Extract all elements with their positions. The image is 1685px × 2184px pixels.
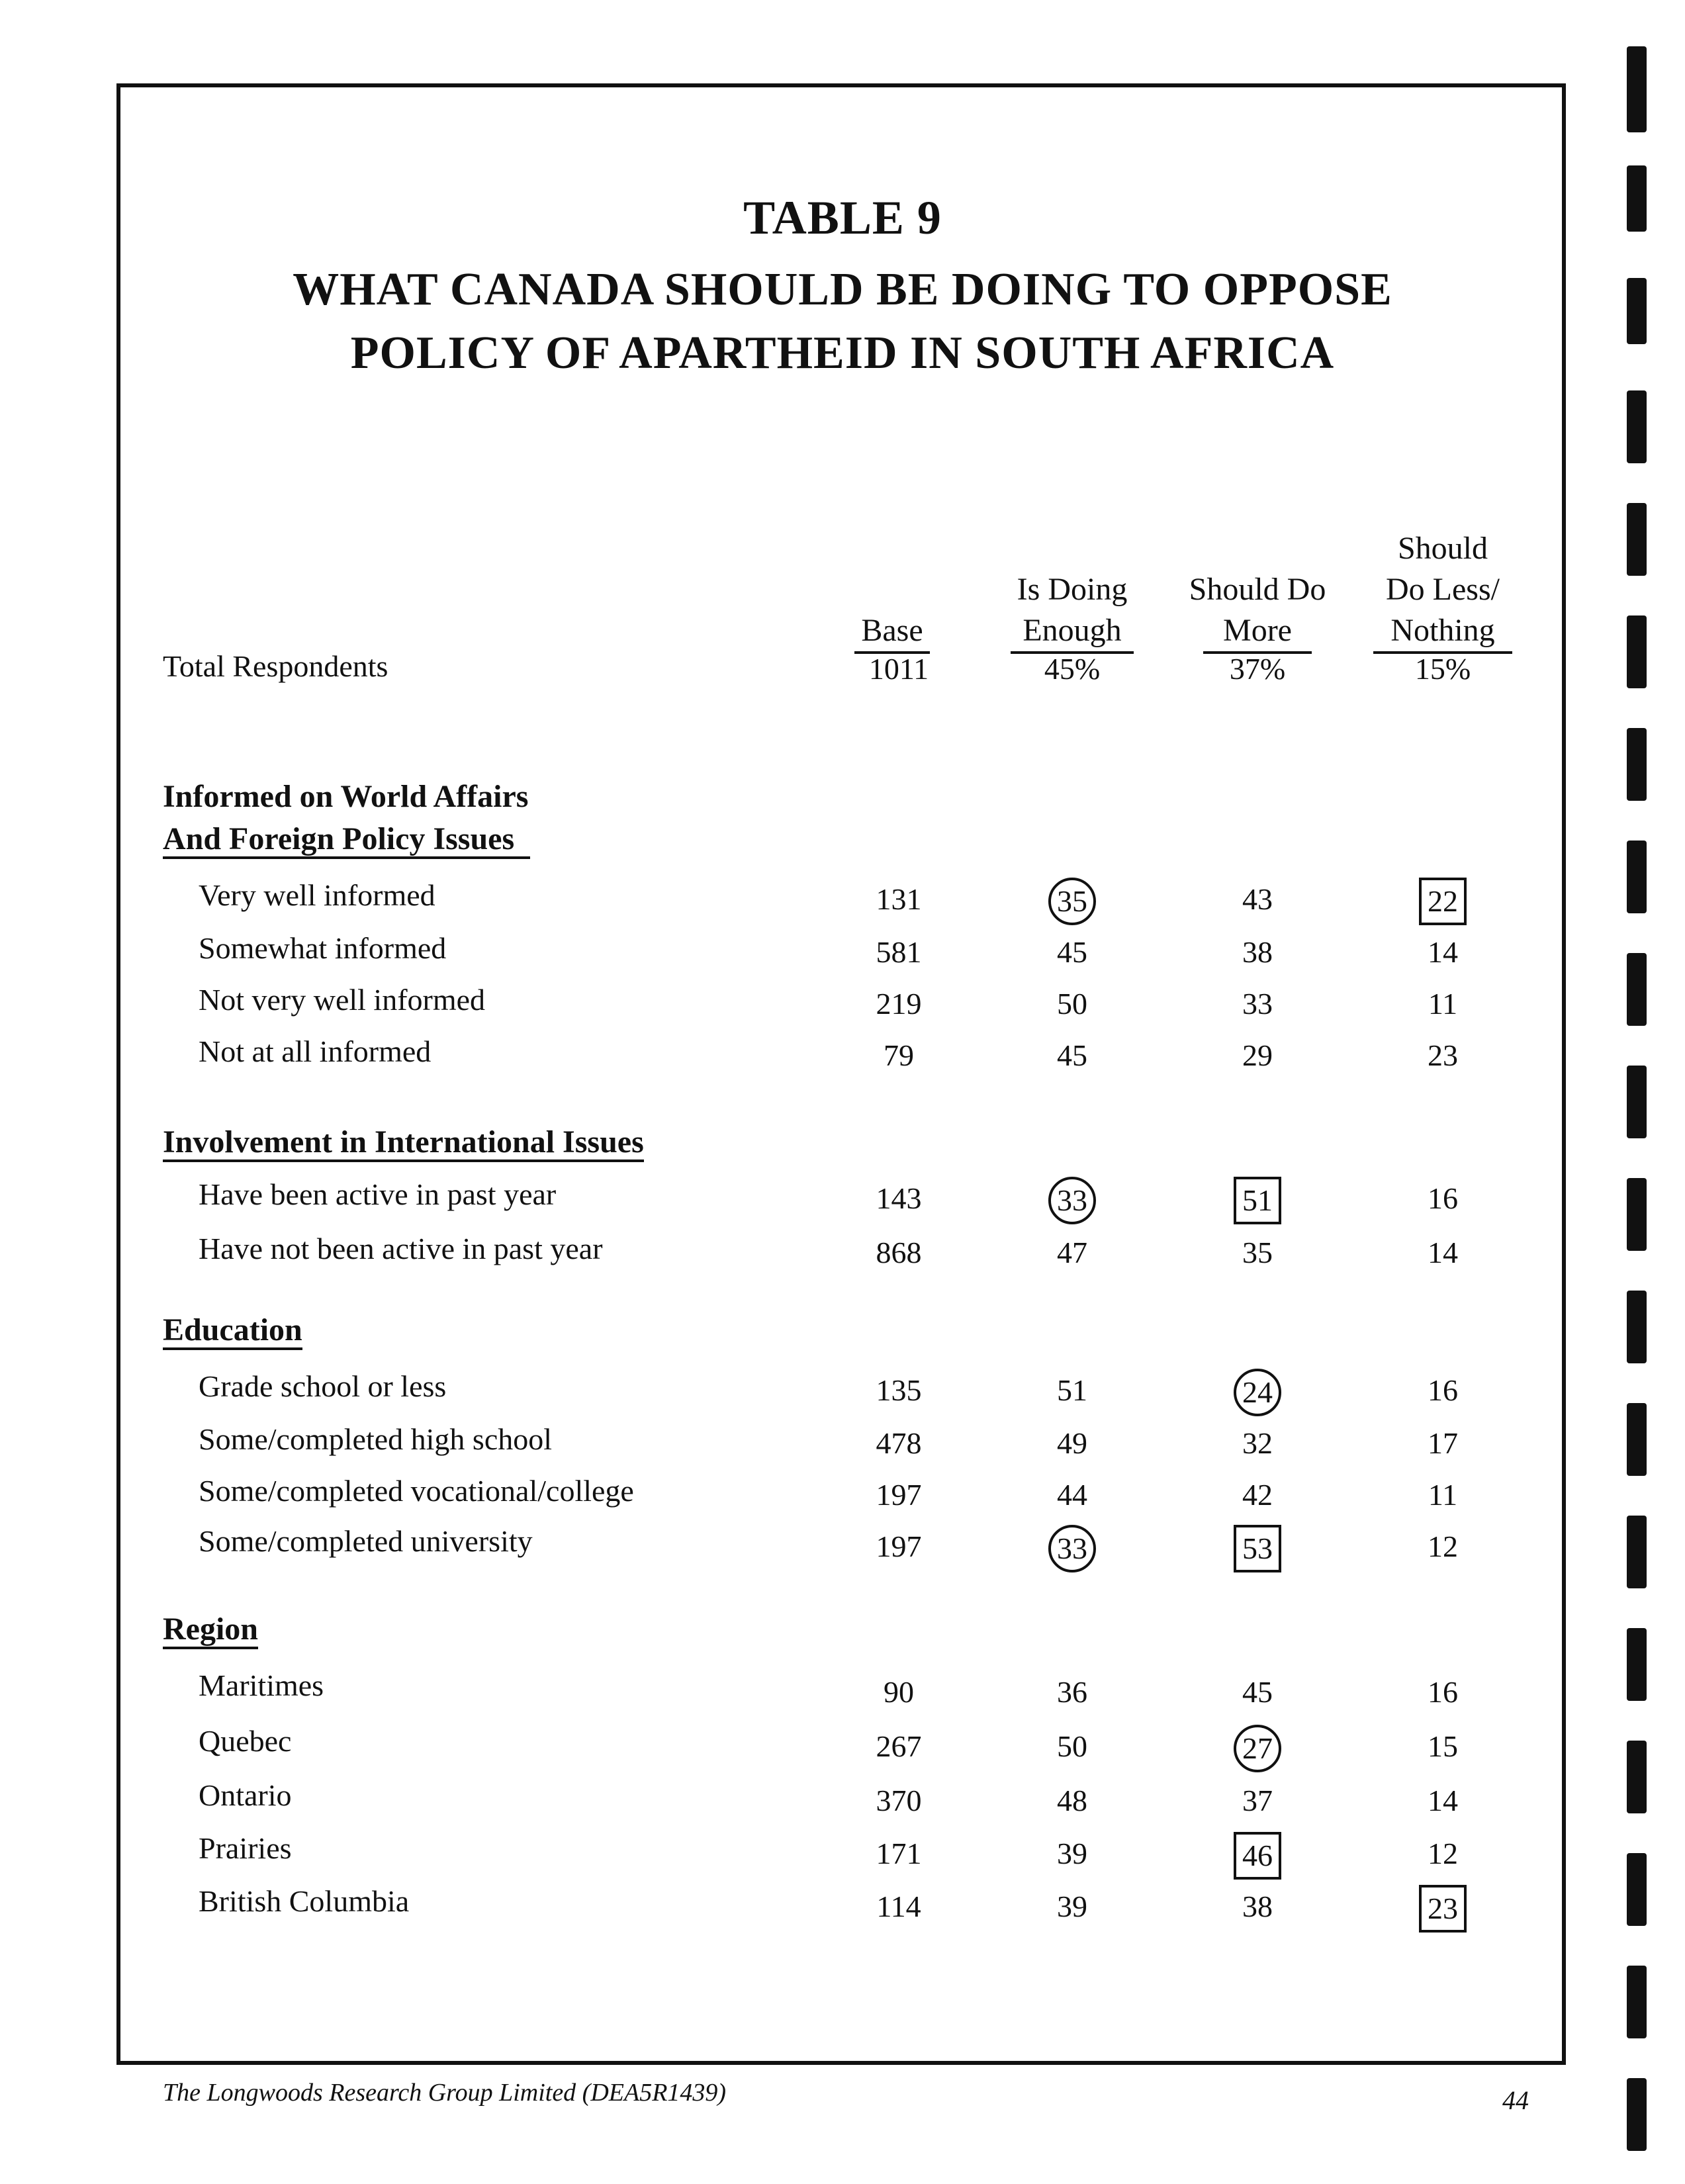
cell-enough: 39 <box>1057 1837 1087 1870</box>
cell-enough: 49 <box>1057 1426 1087 1460</box>
row-label: British Columbia <box>199 1884 410 1918</box>
binding-mark <box>1627 1066 1647 1138</box>
binding-mark <box>1627 165 1647 232</box>
cell-base: 131 <box>876 882 922 916</box>
cell-base: 219 <box>876 987 922 1021</box>
row-label: Not very well informed <box>199 983 486 1017</box>
circled-value: 33 <box>1048 1177 1096 1224</box>
section-title-involvement: Involvement in International Issues <box>163 1121 644 1163</box>
binding-mark <box>1627 1516 1647 1588</box>
cell-enough: 47 <box>1057 1236 1087 1269</box>
circled-value: 35 <box>1048 878 1096 925</box>
boxed-value: 22 <box>1419 878 1467 925</box>
page-number: 44 <box>1502 2085 1529 2115</box>
circled-value: 27 <box>1234 1725 1281 1772</box>
cell-less: 12 <box>1428 1837 1458 1870</box>
cell-enough <box>1006 878 1138 925</box>
cell-enough: 50 <box>1057 987 1087 1021</box>
cell-less: 17 <box>1428 1426 1458 1460</box>
binding-mark <box>1627 953 1647 1026</box>
cell-less: 16 <box>1428 1675 1458 1709</box>
cell-less: 11 <box>1428 1478 1458 1512</box>
row-label: Some/completed vocational/college <box>199 1474 634 1508</box>
binding-mark <box>1627 728 1647 801</box>
row-label: Not at all informed <box>199 1034 432 1068</box>
boxed-value: 51 <box>1234 1177 1281 1224</box>
boxed-value: 46 <box>1234 1832 1281 1880</box>
table-title-line-2: POLICY OF APARTHEID IN SOUTH AFRICA <box>350 328 1335 379</box>
cell-enough: 45 <box>1057 1038 1087 1072</box>
binding-mark <box>1627 841 1647 913</box>
circled-value: 33 <box>1048 1525 1096 1572</box>
binding-mark <box>1627 1853 1647 1926</box>
cell-less: 15 <box>1428 1729 1458 1763</box>
column-header-base: Base <box>833 610 952 654</box>
cell-base: 90 <box>884 1675 914 1709</box>
boxed-value: 53 <box>1234 1525 1281 1572</box>
total-less: 15% <box>1414 652 1471 686</box>
total-more: 37% <box>1229 652 1286 686</box>
cell-less <box>1377 1885 1509 1933</box>
binding-mark <box>1627 1628 1647 1701</box>
cell-more: 45 <box>1242 1675 1273 1709</box>
cell-base: 143 <box>876 1181 922 1215</box>
total-respondents-label: Total Respondents <box>163 649 388 683</box>
row-label: Grade school or less <box>199 1369 447 1403</box>
cell-more: 29 <box>1242 1038 1273 1072</box>
cell-base: 868 <box>876 1236 922 1269</box>
binding-mark <box>1627 46 1647 132</box>
row-label: Quebec <box>199 1724 292 1758</box>
cell-enough: 51 <box>1057 1373 1087 1407</box>
cell-less <box>1377 878 1509 925</box>
cell-enough: 36 <box>1057 1675 1087 1709</box>
cell-base: 171 <box>876 1837 922 1870</box>
cell-less: 14 <box>1428 1784 1458 1817</box>
row-label: Ontario <box>199 1778 292 1812</box>
section-title-region: Region <box>163 1608 258 1651</box>
cell-base: 267 <box>876 1729 922 1763</box>
row-label: Prairies <box>199 1831 292 1865</box>
binding-mark <box>1627 2078 1647 2151</box>
cell-more: 33 <box>1242 987 1273 1021</box>
row-label: Have been active in past year <box>199 1177 557 1211</box>
section-title-informed: Informed on World Affairs And Foreign Policy Issues <box>163 776 530 860</box>
cell-enough: 48 <box>1057 1784 1087 1817</box>
cell-base: 79 <box>884 1038 914 1072</box>
cell-enough: 39 <box>1057 1889 1087 1923</box>
binding-mark <box>1627 615 1647 688</box>
table-number: TABLE 9 <box>743 191 942 244</box>
cell-more <box>1191 1832 1324 1880</box>
cell-more: 37 <box>1242 1784 1273 1817</box>
cell-more <box>1191 1725 1324 1772</box>
circled-value: 24 <box>1234 1369 1281 1416</box>
row-label: Maritimes <box>199 1668 324 1702</box>
total-enough: 45% <box>1044 652 1101 686</box>
cell-less: 11 <box>1428 987 1458 1021</box>
cell-more <box>1191 1177 1324 1224</box>
cell-enough: 50 <box>1057 1729 1087 1763</box>
cell-more: 38 <box>1242 935 1273 969</box>
column-header-is-doing-enough: Is Doing Enough <box>979 569 1165 654</box>
cell-less: 16 <box>1428 1373 1458 1407</box>
section-title-education: Education <box>163 1309 302 1351</box>
row-label: Some/completed university <box>199 1524 533 1558</box>
cell-more: 35 <box>1242 1236 1273 1269</box>
row-label: Somewhat informed <box>199 931 447 965</box>
cell-less: 16 <box>1428 1181 1458 1215</box>
cell-more <box>1191 1369 1324 1416</box>
cell-more: 32 <box>1242 1426 1273 1460</box>
cell-more <box>1191 1525 1324 1572</box>
cell-more: 42 <box>1242 1478 1273 1512</box>
cell-base: 114 <box>876 1889 921 1923</box>
boxed-value: 23 <box>1419 1885 1467 1933</box>
table-frame <box>116 83 1566 2065</box>
binding-mark <box>1627 278 1647 344</box>
cell-more: 38 <box>1242 1889 1273 1923</box>
cell-less: 14 <box>1428 1236 1458 1269</box>
binding-mark <box>1627 1178 1647 1251</box>
binding-mark <box>1627 1291 1647 1363</box>
cell-base: 135 <box>876 1373 922 1407</box>
cell-less: 12 <box>1428 1529 1458 1563</box>
row-label: Have not been active in past year <box>199 1232 603 1265</box>
cell-less: 23 <box>1428 1038 1458 1072</box>
binding-mark <box>1627 1966 1647 2038</box>
row-label: Some/completed high school <box>199 1422 553 1456</box>
cell-less: 14 <box>1428 935 1458 969</box>
cell-base: 581 <box>876 935 922 969</box>
binding-mark <box>1627 390 1647 463</box>
cell-enough: 44 <box>1057 1478 1087 1512</box>
row-label: Very well informed <box>199 878 435 912</box>
cell-base: 370 <box>876 1784 922 1817</box>
binding-mark <box>1627 503 1647 576</box>
cell-enough <box>1006 1525 1138 1572</box>
cell-base: 197 <box>876 1529 922 1563</box>
column-header-should-do-less: Should Do Less/ Nothing <box>1343 528 1542 654</box>
binding-mark <box>1627 1741 1647 1813</box>
cell-enough: 45 <box>1057 935 1087 969</box>
table-title-line-1: WHAT CANADA SHOULD BE DOING TO OPPOSE <box>293 264 1392 315</box>
column-header-should-do-more: Should Do More <box>1165 569 1350 654</box>
cell-base: 197 <box>876 1478 922 1512</box>
total-base: 1011 <box>868 652 929 686</box>
cell-base: 478 <box>876 1426 922 1460</box>
cell-more: 43 <box>1242 882 1273 916</box>
binding-mark <box>1627 1403 1647 1476</box>
cell-enough <box>1006 1177 1138 1224</box>
footer-source: The Longwoods Research Group Limited (DEA5R1439) <box>163 2079 727 2107</box>
